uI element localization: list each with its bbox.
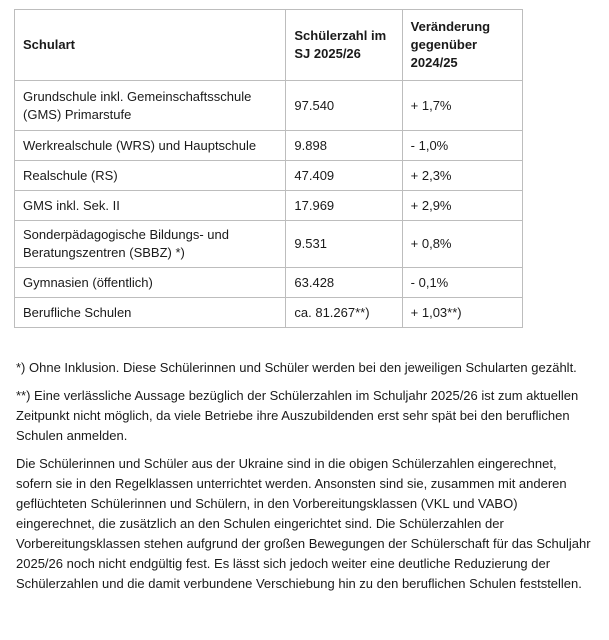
cell-schulart: Realschule (RS): [15, 161, 286, 191]
table-row: [15, 268, 523, 298]
cell-schuelerzahl: 17.969: [286, 191, 402, 221]
cell-veraenderung: - 0,1%: [402, 268, 522, 298]
cell-schulart: Gymnasien (öffentlich): [15, 268, 286, 298]
cell-schulart: GMS inkl. Sek. II: [15, 191, 286, 221]
table-row: [15, 81, 523, 131]
header-schuelerzahl: Schülerzahl im SJ 2025/26: [286, 10, 402, 81]
footnote-inklusion: *) Ohne Inklusion. Diese Schülerinnen und Schüler werden bei den jeweiligen Schularten gezählt.: [16, 360, 577, 375]
table-row: [15, 131, 523, 161]
cell-schuelerzahl: 9.531: [286, 221, 402, 268]
cell-veraenderung: + 1,03**): [402, 298, 522, 328]
table-row: [15, 298, 523, 328]
cell-veraenderung: + 2,9%: [402, 191, 522, 221]
notes-section: [16, 358, 591, 602]
school-statistics-table: [14, 9, 523, 328]
table-row: [15, 221, 523, 268]
table-header-row: [15, 10, 523, 81]
cell-schulart: Werkrealschule (WRS) und Hauptschule: [15, 131, 286, 161]
ukraine-paragraph: Die Schülerinnen und Schüler aus der Ukraine sind in die obigen Schülerzahlen eingerechnet, sofern sie in den Regelklassen unterrichtet werden. Ansonsten sind sie, zusammen mit anderen geflüchteten Schülerinnen und Schülern, in den Vorbereitungsklassen (VKL und VABO) eingerechnet, die zusätzlich an den Schulen eingerichtet sind. Die Schülerzahlen der Vorbereitungsklassen stehen aufgrund der großen Bewegungen der Schülerschaft für das Schuljahr 2025/26 noch nicht endgültig fest. Es lässt sich jedoch weiter eine deutliche Reduzierung der Schülerzahlen und die damit verbundene Verschiebung hin zu den beruflichen Schulen feststellen.: [16, 456, 591, 591]
cell-schuelerzahl: 9.898: [286, 131, 402, 161]
header-veraenderung: Veränderung gegenüber 2024/25: [402, 10, 522, 81]
cell-schuelerzahl: 97.540: [286, 81, 402, 131]
footnote-berufliche-schulen: **) Eine verlässliche Aussage bezüglich der Schülerzahlen im Schuljahr 2025/26 ist zum aktuellen Zeitpunkt nicht möglich, da viele Betriebe ihre Auszubildenden erst sehr spät bei den beruflichen Schulen anmelden.: [16, 388, 579, 443]
cell-veraenderung: + 2,3%: [402, 161, 522, 191]
cell-veraenderung: + 1,7%: [402, 81, 522, 131]
cell-schuelerzahl: ca. 81.267**): [286, 298, 402, 328]
cell-schulart: Berufliche Schulen: [15, 298, 286, 328]
cell-schuelerzahl: 47.409: [286, 161, 402, 191]
cell-veraenderung: + 0,8%: [402, 221, 522, 268]
header-schulart: Schulart: [15, 10, 286, 81]
table-row: [15, 161, 523, 191]
cell-schulart: Grundschule inkl. Gemeinschaftsschule (GMS) Primarstufe: [15, 81, 286, 131]
cell-schulart: Sonderpädagogische Bildungs- und Beratungszentren (SBBZ) *): [15, 221, 286, 268]
cell-veraenderung: - 1,0%: [402, 131, 522, 161]
cell-schuelerzahl: 63.428: [286, 268, 402, 298]
table-row: [15, 191, 523, 221]
